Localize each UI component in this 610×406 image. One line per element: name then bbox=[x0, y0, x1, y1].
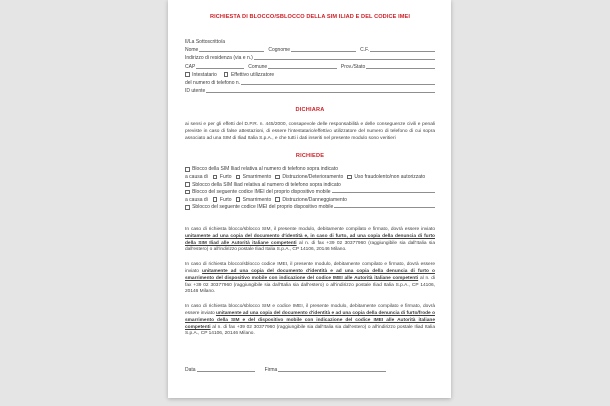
cause-choice-label: Distruzione/Danneggiamento bbox=[282, 196, 347, 203]
user-id-label: ID utente bbox=[185, 88, 206, 95]
city-row bbox=[185, 61, 435, 69]
address-row bbox=[185, 53, 435, 61]
role-row bbox=[185, 70, 435, 78]
data-field[interactable] bbox=[197, 370, 255, 372]
richiede-option-row bbox=[185, 188, 435, 196]
form-document-page bbox=[168, 0, 451, 398]
info-paragraphs bbox=[185, 227, 435, 338]
dichiara-body: ai sensi e per gli effetti del D.P.R. n. 445/2000, consapevole delle responsabilità e delle conseguenze civili e penali previste in caso di false attestazioni, di essere l'intestatario/effettivo utilizzatore del numero di telefono di cui sopra associato ad una SIM di Iliad Italia S.p.A., e che tutti i dati inseriti nel presente modulo sono veritieri bbox=[185, 122, 435, 141]
intestatario-label: Intestatario bbox=[192, 71, 217, 78]
phone-row bbox=[185, 78, 435, 86]
cause-choice-label: Furto bbox=[219, 196, 232, 203]
form-title: RICHIESTA DI BLOCCO/SBLOCCO DELLA SIM ILIAD E DEL CODICE IMEI bbox=[209, 14, 411, 20]
firma-field[interactable] bbox=[278, 370, 386, 372]
info-paragraph-text: al n. di fax +39 02 30377960 (raggiungibile sia dall'Italia sia dall'estero) o all'indirizzo postale Iliad Italia S.p.A., CP 14106, 20146 Milano. bbox=[185, 324, 435, 337]
indirizzo-field[interactable] bbox=[254, 58, 435, 60]
cap-label: CAP bbox=[185, 63, 196, 70]
cause-4-0-checkbox[interactable] bbox=[213, 197, 218, 202]
richiede-option-label: Sblocco della SIM Iliad relativa al numero di telefono sopra indicato bbox=[192, 181, 341, 188]
phone-label: del numero di telefono n. bbox=[185, 79, 241, 86]
cause-1-1-checkbox[interactable] bbox=[236, 175, 241, 180]
prov-stato-label: Prov./Stato bbox=[340, 63, 366, 70]
cause-1-2-checkbox[interactable] bbox=[275, 175, 280, 180]
causes-lead-label: a causa di bbox=[185, 196, 208, 203]
cause-choice-label: Distruzione/Deterioramento bbox=[282, 173, 344, 180]
info-paragraph-text: al n. di fax +39 02 30377960 (raggiungibile sia dall'Italia sia dall'estero) o all'indirizzo postale Iliad Italia S.p.A., CP 14106, 20146 Milano. bbox=[185, 275, 435, 295]
info-paragraph-text: In caso di richiesta blocco/sblocco SIM e codice IMEI, il presente modulo, debitamente compilato e firmato, dovrà essere inviato bbox=[185, 304, 435, 317]
effettivo-utilizzatore-checkbox[interactable] bbox=[224, 72, 229, 77]
richiede-option-row bbox=[185, 203, 435, 211]
richiede-option-row bbox=[185, 166, 435, 174]
richiede-options-list bbox=[185, 166, 435, 212]
cognome-field[interactable] bbox=[291, 50, 356, 52]
info-paragraph-text: In caso di richiesta blocco/sblocco codice IMEI, il presente modulo, debitamente compilato e firmato, dovrà essere inviato bbox=[185, 262, 435, 275]
cause-4-1-checkbox[interactable] bbox=[236, 197, 241, 202]
subscriber-intro: Il/La Sottoscritto/a bbox=[185, 39, 226, 45]
richiede-option-5-field[interactable] bbox=[334, 206, 435, 208]
richiede-heading: RICHIEDE bbox=[295, 152, 325, 159]
comune-field[interactable] bbox=[268, 67, 337, 69]
phone-field[interactable] bbox=[241, 83, 435, 85]
intestatario-checkbox[interactable] bbox=[185, 72, 190, 77]
info-paragraph bbox=[185, 227, 435, 254]
cause-choice-label: Furto bbox=[219, 173, 232, 180]
user-id-row bbox=[185, 86, 435, 94]
info-paragraph-emphasis-text: unitamente ad una copia del documento d'identità e ad una copia della denuncia di furto o smarrimento del dispositivo mobile con indicazione del codice IMEI alle Autorità italiane competenti bbox=[185, 269, 435, 281]
causes-lead-label: a causa di bbox=[185, 173, 208, 180]
signature-row bbox=[185, 365, 435, 373]
firma-label: Firma bbox=[264, 367, 278, 374]
dichiara-heading: DICHIARA bbox=[295, 107, 325, 114]
prov-stato-field[interactable] bbox=[366, 67, 435, 69]
richiede-option-0-checkbox[interactable] bbox=[185, 167, 190, 172]
cf-label: C.F. bbox=[360, 47, 369, 54]
cause-1-0-checkbox[interactable] bbox=[213, 175, 218, 180]
info-paragraph-emphasis-text: unitamente ad una copia del documento d'identità e, in caso di furto, ad una copia della denuncia di furto della SIM Iliad alle Autorità italiane competenti bbox=[185, 233, 435, 246]
richiede-option-row bbox=[185, 196, 435, 204]
richiede-option-label: Blocco della SIM Iliad relativa al numero di telefono sopra indicato bbox=[192, 166, 339, 173]
comune-label: Comune bbox=[248, 63, 268, 70]
cause-4-2-checkbox[interactable] bbox=[275, 197, 280, 202]
data-label: Data bbox=[185, 367, 196, 374]
cap-field[interactable] bbox=[196, 67, 244, 69]
info-paragraph-emphasis-text: unitamente ad una copia del documento d'identità e ad una copia della denuncia di furto/frode o smarrimento della SIM e del dispositivo mobile con indicazione del codice IMEI alle Autorità italiane competenti bbox=[185, 311, 435, 330]
info-paragraph bbox=[185, 262, 435, 296]
user-id-field[interactable] bbox=[206, 91, 435, 93]
cause-choice-label: Smarrimento bbox=[242, 196, 272, 203]
info-paragraph-text: In caso di richiesta blocco/sblocco SIM, il presente modulo, debitamente compilato e firmato, dovrà essere inviato bbox=[185, 227, 435, 233]
cause-choice-label: Uso fraudolento/non autorizzato bbox=[354, 173, 426, 180]
cause-1-3-checkbox[interactable] bbox=[347, 175, 352, 180]
name-row bbox=[185, 45, 435, 53]
cause-choice-label: Smarrimento bbox=[242, 173, 272, 180]
richiede-option-row bbox=[185, 173, 435, 181]
effettivo-utilizzatore-label: Effettivo utilizzatore bbox=[230, 71, 275, 78]
indirizzo-label: Indirizzo di residenza (via e n.) bbox=[185, 55, 253, 62]
richiede-option-label: Sblocco del seguente codice IMEI del proprio dispositivo mobile bbox=[192, 204, 334, 211]
richiede-option-row bbox=[185, 181, 435, 189]
richiede-option-3-field[interactable] bbox=[332, 191, 435, 193]
richiede-option-3-checkbox[interactable] bbox=[185, 190, 190, 195]
cf-field[interactable] bbox=[370, 50, 435, 52]
richiede-option-label: Blocco del seguente codice IMEI del proprio dispositivo mobile bbox=[192, 189, 331, 196]
nome-field[interactable] bbox=[199, 50, 264, 52]
nome-label: Nome bbox=[185, 47, 199, 54]
richiede-option-5-checkbox[interactable] bbox=[185, 205, 190, 210]
info-paragraph-text: al n. di fax +39 02 30377960 (raggiungibile sia dall'Italia sia dall'estero) o all'indirizzo postale Iliad Italia S.p.A., CP 14106, 20146 Milano. bbox=[185, 240, 435, 253]
cognome-label: Cognome bbox=[268, 47, 291, 54]
richiede-option-2-checkbox[interactable] bbox=[185, 182, 190, 187]
info-paragraph bbox=[185, 304, 435, 338]
